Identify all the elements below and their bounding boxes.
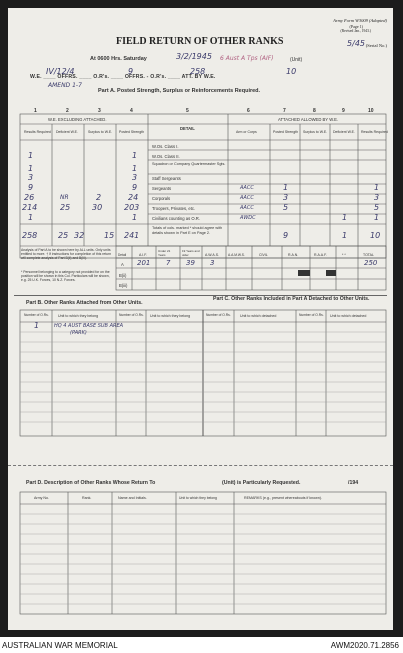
ors-attached-value: 10	[286, 67, 297, 76]
analysis-header: Under 21 Years	[158, 249, 171, 257]
analysis-header: A.A.M.W.S.	[228, 253, 245, 257]
form-page	[8, 8, 393, 630]
row-detail: Corporals	[152, 196, 171, 201]
column-number-10: 10	[368, 108, 374, 114]
row-cell: 1	[374, 213, 380, 222]
total-c4: 15	[104, 231, 115, 240]
totals-detail: Totals of cols. marked * should agree with details shown in Part E on Page 2.	[152, 226, 223, 235]
part-c-header: Unit to which detached	[330, 314, 367, 318]
total-c9: 1	[342, 231, 348, 240]
form-title: FIELD RETURN OF OTHER RANKS	[116, 36, 284, 47]
analysis-header: * *	[342, 253, 346, 257]
row-cell: 1	[132, 164, 138, 173]
part-d-header: REMARKS (e.g., present whereabouts if known).	[244, 496, 322, 500]
total-c2: 25	[58, 231, 69, 240]
part-d-title: Part D. Description of Other Ranks Whose Return To	[26, 480, 156, 486]
total-c7: 9	[283, 231, 289, 240]
row-cell: 214	[22, 203, 38, 212]
row-cell: AACC	[240, 185, 254, 191]
row-cell: 1	[132, 151, 138, 160]
row-cell: 26	[24, 193, 35, 202]
part-d-table	[8, 490, 393, 618]
amendment-note: AMEND 1-7	[48, 82, 82, 89]
row-cell: 25	[60, 203, 71, 212]
row-cell: 1	[283, 183, 289, 192]
header-deficient: Deficient W.E.	[56, 130, 78, 134]
analysis-header: R.A.N.	[288, 253, 299, 257]
total-c1: 258	[22, 231, 38, 240]
row-cell: 1	[132, 213, 138, 222]
header-arm-corps: Arm or Corps	[236, 130, 257, 134]
part-d-header: Unit to which they belong	[179, 496, 217, 500]
part-d-title-mid: (Unit) is Particularly Requested.	[222, 480, 301, 486]
analysis-header: Detail	[118, 253, 127, 257]
row-detail: Squadron or Company Quartermaster Sgts.	[152, 162, 226, 166]
total-c5: 241	[124, 231, 140, 240]
row-detail: W.Os. Class II.	[152, 154, 180, 159]
row-cell: 5	[374, 203, 380, 212]
analysis-header: R.A.A.F.	[314, 253, 327, 257]
row-detail: W.Os. Class I.	[152, 144, 179, 149]
header-surplus-att: Surplus to W.E.	[303, 130, 328, 134]
row-cell: 1	[28, 164, 34, 173]
column-number-5: 5	[186, 108, 189, 114]
total-c10: 10	[370, 231, 381, 240]
header-surplus: Surplus to W.E.	[88, 130, 113, 134]
analysis-under21: 7	[166, 259, 171, 267]
row-cell: 5	[283, 203, 289, 212]
row-cell: 1	[374, 183, 380, 192]
part-b-header: Unit to which they belong	[58, 314, 99, 318]
row-cell: 24	[128, 193, 139, 202]
analysis-note: Analysis of Part A to be shown here by ALL units. Only units entitled to more. † If instructions for completion of this return will complete analysis of Part B(ii) and B(iii).	[21, 248, 112, 261]
part-d-header: Army No.	[34, 496, 49, 500]
column-number-3: 3	[98, 108, 101, 114]
tear-line	[8, 465, 393, 466]
unit-label: (Unit)	[290, 57, 303, 63]
return-time-label: At 0600 Hrs. Saturday	[90, 56, 147, 62]
unit-value: 6 Aust A Tps (AIF)	[220, 55, 274, 62]
row-cell: 1	[28, 151, 34, 160]
row-detail: Sergeants	[152, 186, 172, 191]
row-cell: 1	[28, 213, 34, 222]
header-results-required-att: Results Required	[361, 130, 388, 134]
column-number-6: 6	[247, 108, 250, 114]
column-number-1: 1	[34, 108, 37, 114]
column-number-9: 9	[342, 108, 345, 114]
serial-number-value: 5/45	[347, 39, 365, 48]
archive-reference: AWM2020.71.2856	[330, 641, 399, 650]
analysis-header: TOTAL	[363, 253, 374, 257]
row-cell: 2	[96, 193, 102, 202]
analysis-row-label: B(ii)	[119, 273, 127, 278]
part-a-title: Part A. Posted Strength, Surplus or Reinforcements Required.	[98, 88, 261, 94]
page-number: (Page 1)	[349, 24, 363, 29]
analysis-row-label: A	[121, 262, 124, 267]
analysis-aif: 201	[137, 259, 151, 267]
offrs-value: 9	[128, 67, 134, 76]
part-d-header: Rank.	[82, 496, 92, 500]
analysis-header: 19 Years and older	[182, 249, 200, 257]
total-c3: 32	[74, 231, 85, 240]
serial-number-label: (Serial No.)	[365, 43, 387, 48]
analysis-header: A.I.F.	[139, 253, 147, 257]
part-c-header: Unit to which detached	[240, 314, 277, 318]
row-cell: 3	[374, 193, 380, 202]
archive-footer	[0, 637, 403, 653]
part-b-header: Number of O.Rs.	[119, 313, 144, 317]
header-deficient-att: Deficient W.E.	[333, 130, 355, 134]
column-number-8: 8	[313, 108, 316, 114]
analysis-header: CIVIL	[259, 253, 268, 257]
row-cell: 3	[132, 173, 138, 182]
part-b-header: Unit to which they belong	[150, 314, 191, 318]
part-b-entry-unit: HQ 4 AUST BASE SUB AREA	[54, 323, 124, 329]
row-cell: NR	[60, 194, 69, 201]
part-b-entry-note: (PARK)	[70, 330, 87, 336]
row-cell: 30	[92, 203, 103, 212]
return-date: 3/2/1945	[176, 52, 212, 61]
ors-value: 258	[190, 67, 206, 76]
row-cell: 203	[124, 203, 140, 212]
analysis-row-label: B(iii)	[119, 283, 128, 288]
analysis-header: A.W.A.S.	[205, 253, 220, 257]
part-b-title: Part B. Other Ranks Attached from Other Units.	[26, 300, 143, 306]
part-d-title-end: /194	[348, 480, 359, 486]
row-cell: AACC	[240, 205, 254, 211]
row-cell: AACC	[240, 195, 254, 201]
section-excluding-attached: W.E. EXCLUDING ATTACHED.	[48, 117, 107, 122]
detail-header: DETAIL	[180, 126, 195, 131]
row-detail: Troopers, Privates, etc.	[152, 206, 196, 211]
we-line: W.E. ____ OFFRS. ____ O.R's. ____ OFFRS. - O.R's. ____ ATT. BY W.E.	[30, 74, 216, 80]
header-posted-strength-att: Posted Strength	[273, 130, 299, 134]
row-cell: 3	[28, 173, 34, 182]
revised-date: (Revised Jan., 1943.)	[340, 29, 371, 33]
part-c-header: Number of O.Rs.	[299, 313, 324, 317]
column-number-7: 7	[283, 108, 286, 114]
column-number-4: 4	[130, 108, 133, 114]
part-d-header: Name and Initials.	[118, 496, 147, 500]
form-number: Army Form W3009 (Adapted)	[333, 18, 387, 23]
row-cell: 9	[28, 183, 34, 192]
we-value: IV/12/4	[46, 67, 75, 76]
analysis-note-2: * Personnel belonging to a category not provided for on the position will be shown in this Col. Particulars will be shown, e.g. 25 U.K. Forces, 10 N.Z. Forces.	[21, 270, 110, 283]
row-cell: 3	[283, 193, 289, 202]
header-results-required: Results Required	[24, 130, 51, 134]
section-attached: ATTACHED ALLOWED BY W.E.	[278, 117, 339, 122]
analysis-total: 250	[364, 259, 378, 267]
part-b-header: Number of O.Rs.	[24, 313, 49, 317]
part-c-title: Part C. Other Ranks Included in Part A Detached to Other Units.	[213, 296, 370, 302]
archive-name: AUSTRALIAN WAR MEMORIAL	[2, 641, 118, 650]
part-b-entry-count: 1	[34, 321, 40, 330]
row-cell: 1	[342, 213, 348, 222]
row-cell: 9	[132, 183, 138, 192]
row-detail: Staff Sergeants	[152, 176, 181, 181]
row-cell: AWDC	[240, 215, 256, 221]
row-detail: Civilians counting as O.R.	[152, 216, 200, 221]
analysis-19-years: 39	[186, 259, 195, 267]
analysis-awas: 3	[210, 259, 215, 267]
header-posted-strength: Posted Strength	[119, 130, 145, 134]
part-c-header: Number of O.Rs.	[206, 313, 231, 317]
column-number-2: 2	[66, 108, 69, 114]
